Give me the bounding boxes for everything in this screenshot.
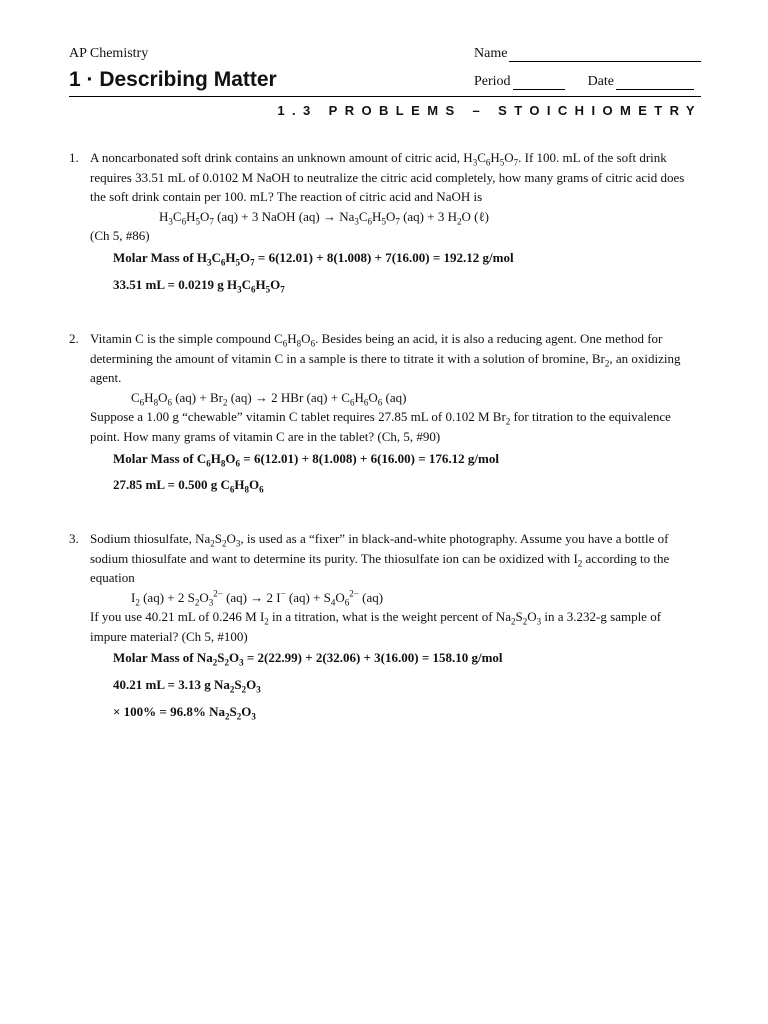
problem-text: If you use 40.21 mL of 0.246 M $I_2$ in a titration, what is the weight percent of $Na_2S_2O_3$ in a 3.232-g sample of impure material? (Ch 5, #100) xyxy=(90,609,662,644)
problem-number: 2. xyxy=(69,331,79,346)
problem-3 xyxy=(69,529,701,646)
problem-number: 1. xyxy=(69,150,79,165)
answer-line: 33.51 mL = 0.0219 g $H_3C_6H_5O_7$ xyxy=(113,277,285,295)
name-blank[interactable] xyxy=(509,47,701,62)
problem-1 xyxy=(69,148,701,246)
reaction-equation: $H_3C_6H_5O_7$ (aq) + 3 NaOH $(aq) \to Na_3C_6H_5O_7$ (aq) + 3 $H_2O$ (ℓ) xyxy=(159,208,490,227)
period-date-field xyxy=(474,74,694,90)
answer-line: 27.85 mL = 0.500 g $C_6H_8O_6$ xyxy=(113,477,264,495)
period-label: Period xyxy=(474,74,511,89)
problem-number: 3. xyxy=(69,531,79,546)
header-divider xyxy=(69,96,701,97)
problem-text: Sodium thiosulfate, $Na_2S_2O_3$, is used as a “fixer” in black-and-white photography. Assume you have a bottle of sodium thiosulfate and want to determine its purity. The thiosulfate ion can be oxidized with $I_2$ according to the equation xyxy=(90,531,670,585)
problem-text: Vitamin C is the simple compound $C_6H_8O_6$. Besides being an acid, it is also a reducing agent. One method for determining the amount of vitamin C in a sample is there to titrate it with a solution of bromine, $Br_2$, an oxidizing agent. xyxy=(90,331,681,385)
page-title: 1 · Describing Matter xyxy=(69,68,277,91)
problem-2 xyxy=(69,329,701,446)
problem-source: (Ch 5, #86) xyxy=(90,228,150,243)
name-field xyxy=(474,46,701,62)
answer-line: Molar Mass of $H_3C_6H_5O_7 = 6(12.01) + 8(1.008) + 7(16.00) = 192.12$ g/mol xyxy=(113,250,514,268)
answer-line: Molar Mass of $Na_2S_2O_3 = 2(22.99) + 2(32.06) + 3(16.00) = 158.10$ g/mol xyxy=(113,650,503,668)
answer-line: 40.21 mL = 3.13 g $Na_2S_2O_3$ xyxy=(113,677,261,695)
reaction-equation: $C_6H_8O_6$ $(aq) + Br_2$ (aq) → 2 HBr $(aq) + C_6H_6O_6$ (aq) xyxy=(131,389,407,408)
problem-text: Suppose a 1.00 g “chewable” vitamin C tablet requires 27.85 mL of 0.102 M $Br_2$ for titration to the equivalence point. How many grams of vitamin C are in the tablet? (Ch, 5, #90) xyxy=(90,409,671,444)
date-blank[interactable] xyxy=(616,75,694,90)
reaction-equation: $I_2$ (aq) + 2 $S_2O_3^{2-}$ (aq) → 2 I− $(aq) + S_4O_6^{2-}$ (aq) xyxy=(131,588,384,608)
citric-acid-formula: $H_3C_6H_5O_7$ xyxy=(463,150,519,168)
vitamin-c-formula: $C_6H_8O_6$ xyxy=(274,331,316,349)
section-heading: 1.3 PROBLEMS – STOICHIOMETRY xyxy=(277,103,702,118)
period-blank[interactable] xyxy=(513,75,565,90)
answer-line: × 100% = 96.8% $Na_2S_2O_3$ xyxy=(113,704,256,722)
answer-line: Molar Mass of $C_6H_8O_6 = 6(12.01) + 8(1.008) + 6(16.00) = 176.12$ g/mol xyxy=(113,451,499,469)
problem-text: A noncarbonated soft drink contains an unknown amount of citric acid, $H_3C_6H_5O_7$. If 100. mL of the soft drink requires 33.51 mL of 0.0102 M NaOH to neutralize the citric acid completely, how many grams of citric acid does the soft drink contain per 100. mL? The reaction of citric acid and NaOH is xyxy=(90,150,685,204)
name-label: Name xyxy=(474,46,508,61)
course-name: AP Chemistry xyxy=(69,46,149,61)
date-label: Date xyxy=(587,74,614,89)
